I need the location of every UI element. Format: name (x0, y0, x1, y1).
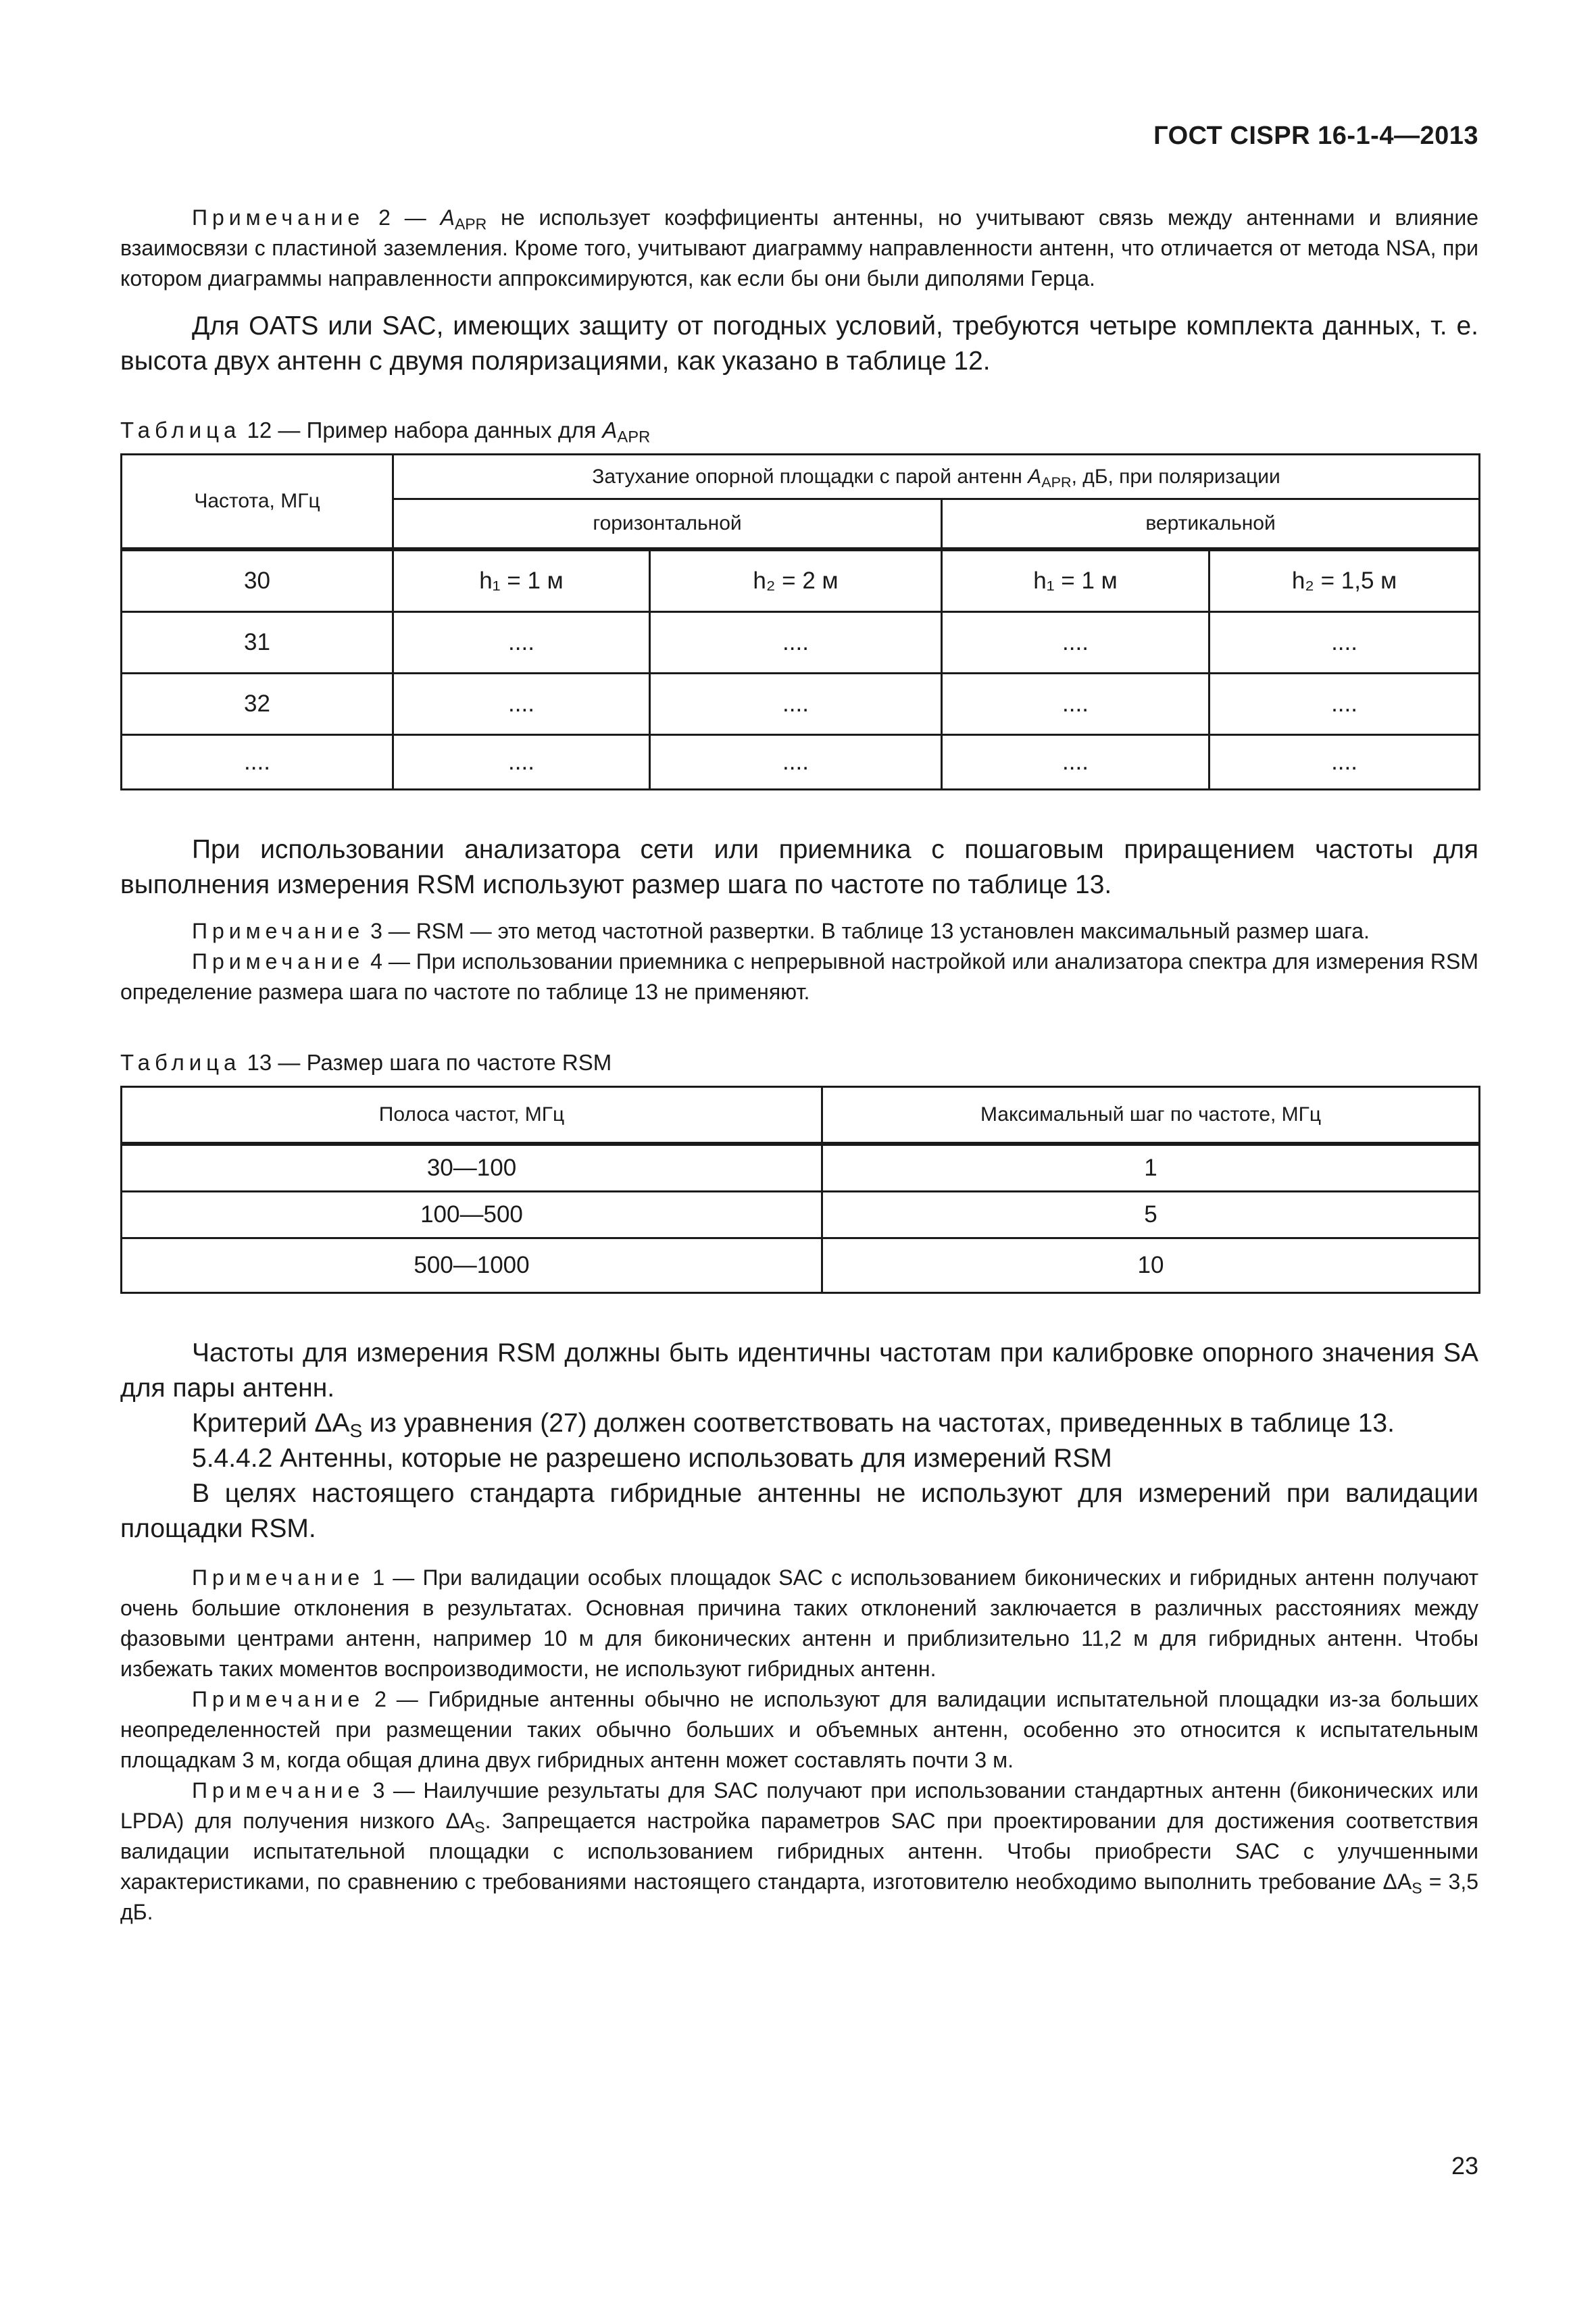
paragraph-network-analyzer: При использовании анализатора сети или приемника с пошаговым приращением частоты для выполнения измерения RSM используют размер шага по частоте по таблице 13. (120, 834, 1478, 899)
criterion-pre: Критерий ΔA (192, 1408, 350, 1438)
cell-value: .... (650, 673, 942, 734)
symbol-sub: APR (454, 215, 487, 233)
table-row (122, 611, 1480, 673)
cell-value: .... (942, 611, 1210, 673)
col-header-vertical: вертикальной (942, 499, 1480, 549)
cell-value: .... (942, 673, 1210, 734)
note-sub: S (1412, 1878, 1422, 1896)
note-text: не использует коэффициенты антенны, но учитывают связь между антеннами и влияние взаимосвязи с пластиной заземления. Кроме того, учитывают диаграмму направленности антенн, что отличается от метода NSA, при котором диаграммы направленности аппроксимируются, как если бы они были диполями Герца. (120, 205, 1479, 291)
table12-caption (120, 416, 1478, 445)
caption-symbol: A (602, 418, 618, 443)
note-3 (120, 916, 1478, 947)
cell-step: 1 (822, 1144, 1480, 1192)
col-header-horizontal: горизонтальной (393, 499, 942, 549)
cell-frequency: 31 (122, 611, 393, 673)
cell-band: 500—1000 (122, 1238, 822, 1292)
cell-value: .... (1210, 673, 1480, 734)
cell-band: 30—100 (122, 1144, 822, 1192)
table-row (122, 1144, 1480, 1192)
cell-step: 5 (822, 1191, 1480, 1238)
caption-text: 12 — Пример набора данных для (241, 418, 603, 443)
table-row (122, 1238, 1480, 1292)
cell-value: .... (393, 673, 650, 734)
table-row (122, 549, 1480, 612)
group-header-post: , дБ, при поляризации (1071, 465, 1280, 488)
note-sub: S (474, 1817, 485, 1836)
document-header: ГОСТ CISPR 16-1-4—2013 (1153, 122, 1478, 150)
note-number: 2 — (378, 205, 426, 230)
note-text-pre: 3 — Наилучшие результаты для SAC получают при использовании стандартных антенн (биконических или LPDA) для получения низкого ΔA (120, 1778, 1478, 1833)
cell-h1-vertical: h₁ = 1 м (942, 549, 1210, 612)
table-row (122, 1191, 1480, 1238)
caption-sub: APR (617, 428, 651, 447)
note-label: Примечание (192, 1778, 365, 1803)
cell-frequency: .... (122, 734, 393, 789)
table-13 (120, 1086, 1480, 1294)
col-header-attenuation (393, 455, 1480, 499)
note-text-mid: . Запрещается настройка параметров SAC при проектировании для достижения соответствия валидации испытательной площадки с использованием гибридных антенн. Чтобы приобрести SAC с улучшенными характеристиками, по сравнению с требованиями настоящего стандарта, изготовителю необходимо выполнить требование ΔA (120, 1808, 1479, 1894)
cell-h2-vertical: h₂ = 1,5 м (1210, 549, 1480, 612)
note-text: 4 — При использовании приемника с непрерывной настройкой или анализатора спектра для измерения RSM определение размера шага по частоте по таблице 13 не применяют. (120, 949, 1478, 1004)
content-flow (120, 203, 1478, 1928)
paragraph-rsm-frequencies: Частоты для измерения RSM должны быть идентичны частотам при калибровке опорного значения SA для пары антенн. (120, 1338, 1478, 1403)
col-header-frequency: Частота, МГц (122, 455, 393, 549)
note-label: Примечание (192, 1565, 365, 1590)
note-label: Примечание (192, 205, 365, 230)
criterion-post: из уравнения (27) должен соответствовать на частотах, приведенных в таблице 13. (362, 1408, 1395, 1438)
cell-value: .... (1210, 611, 1480, 673)
col-header-step: Максимальный шаг по частоте, МГц (822, 1086, 1480, 1144)
document-page (120, 0, 1478, 2314)
cell-value: .... (393, 734, 650, 789)
note-2-aapr (120, 203, 1478, 294)
note-text: 2 — Гибридные антенны обычно не используют для валидации испытательной площадки из-за больших неопределенностей при размещении таких обычно больших и объемных антенн, особенно это относится к испытательным площадкам 3 м, когда общая длина двух гибридных антенн может составлять почти 3 м. (120, 1686, 1478, 1772)
symbol-a: A (440, 205, 455, 230)
table-row (122, 734, 1480, 789)
caption-label: Таблица (120, 1049, 241, 1075)
cell-value: .... (942, 734, 1210, 789)
note-text: 1 — При валидации особых площадок SAC с использованием биконических и гибридных антенн получают очень большие отклонения в результатах. Основная причина таких отклонений заключается в различных расстояниях между фазовыми центрами антенн, например 10 м для биконических антенн и приблизительно 11,2 м для гибридных антенн. Чтобы избежать таких моментов воспроизводимости, не используют гибридных антенн. (120, 1565, 1478, 1681)
group-header-symbol: A (1028, 465, 1042, 488)
section-heading-5-4-4-2: 5.4.4.2 Антенны, которые не разрешено использовать для измерений RSM (192, 1443, 1112, 1473)
cell-value: .... (393, 611, 650, 673)
cell-step: 10 (822, 1238, 1480, 1292)
cell-frequency: 30 (122, 549, 393, 612)
paragraph-hybrid-antennas: В целях настоящего стандарта гибридные антенны не используют для измерений при валидации площадки RSM. (120, 1478, 1478, 1543)
note-label: Примечание (192, 949, 365, 974)
note-b2 (120, 1684, 1478, 1776)
cell-h1-horizontal: h₁ = 1 м (393, 549, 650, 612)
paragraph-criterion (120, 1406, 1478, 1441)
paragraph-oats-sac: Для OATS или SAC, имеющих защиту от погодных условий, требуются четыре комплекта данных, т. е. высота двух антенн с двумя поляризациями, как указано в таблице 12. (120, 311, 1478, 376)
cell-h2-horizontal: h₂ = 2 м (650, 549, 942, 612)
note-b1 (120, 1563, 1478, 1684)
table-row (122, 673, 1480, 734)
cell-frequency: 32 (122, 673, 393, 734)
note-text-post: = 3,5 дБ. (120, 1869, 1479, 1924)
cell-value: .... (1210, 734, 1480, 789)
note-label: Примечание (192, 1686, 365, 1711)
note-label: Примечание (192, 918, 365, 943)
cell-value: .... (650, 734, 942, 789)
cell-band: 100—500 (122, 1191, 822, 1238)
caption-label: Таблица (120, 418, 241, 443)
col-header-band: Полоса частот, МГц (122, 1086, 822, 1144)
group-header-pre: Затухание опорной площадки с парой антенн (592, 465, 1028, 488)
criterion-sub: S (349, 1419, 363, 1441)
cell-value: .... (650, 611, 942, 673)
note-text: 3 — RSM — это метод частотной развертки. В таблице 13 установлен максимальный размер шага. (364, 918, 1370, 943)
table-12 (120, 453, 1480, 790)
page-number: 23 (1451, 2152, 1478, 2180)
caption-text: 13 — Размер шага по частоте RSM (241, 1049, 612, 1075)
group-header-sub: APR (1041, 473, 1072, 491)
note-b3 (120, 1776, 1478, 1928)
note-4 (120, 947, 1478, 1007)
table13-caption (120, 1048, 1478, 1078)
